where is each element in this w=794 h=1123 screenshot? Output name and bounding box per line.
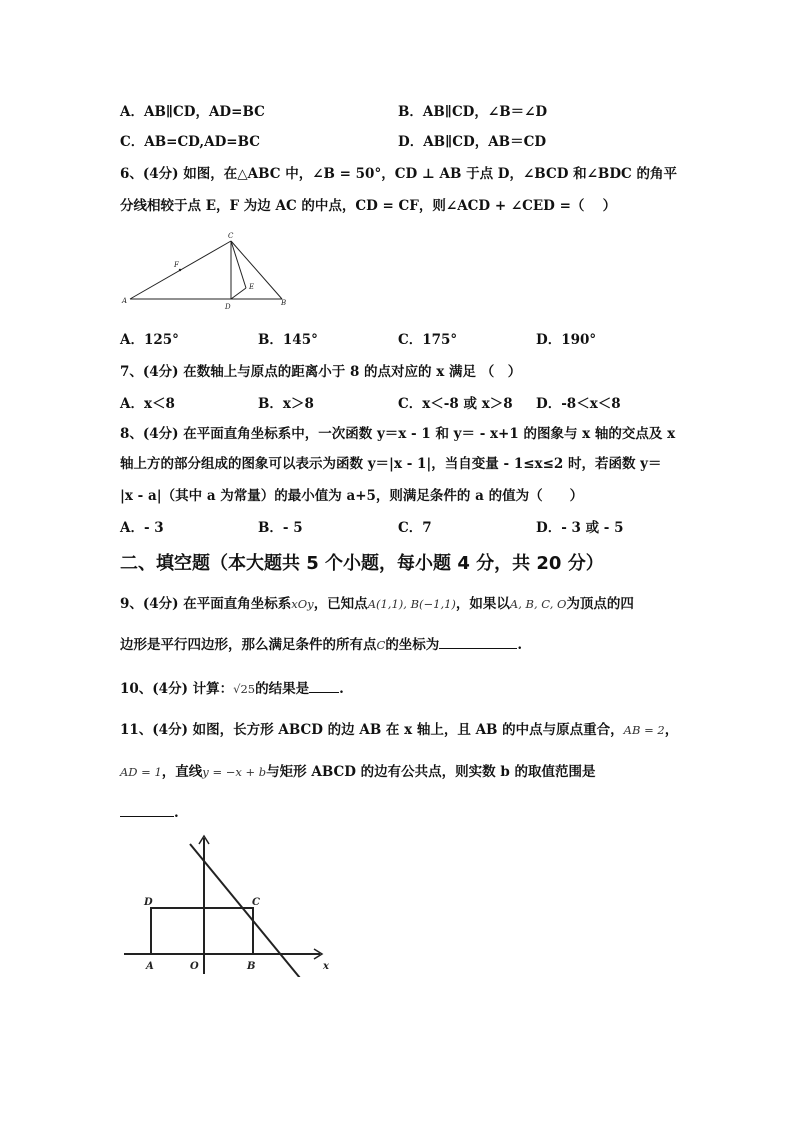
q6-option-c: C．175° xyxy=(398,332,458,348)
label-b: B xyxy=(247,961,256,972)
label-a: A xyxy=(146,961,154,972)
q11-text-line2 xyxy=(120,762,596,782)
label-f: F xyxy=(174,261,179,269)
q10-answer-blank[interactable] xyxy=(309,678,339,693)
q9-text-part5: 边形是平行四边形，那么满足条件的所有点 xyxy=(120,637,377,653)
q11-text-line3 xyxy=(120,802,179,823)
point-f xyxy=(179,269,181,271)
q8-text-line3: |x - a|（其中 a 为常量）的最小值为 a+5，则满足条件的 a 的值为（ ） xyxy=(120,488,584,504)
label-d: D xyxy=(225,303,231,311)
bisector-de xyxy=(231,288,246,299)
label-o: O xyxy=(190,961,199,972)
q9-text-part1: 9、(4分) 在平面直角坐标系 xyxy=(120,596,292,612)
q11-answer-blank[interactable] xyxy=(120,802,174,817)
q5-option-c: C．AB=CD,AD=BC xyxy=(120,134,261,150)
q9-text-part4: 为顶点的四 xyxy=(566,596,634,612)
q9-text-part7: . xyxy=(517,637,523,653)
q7-option-a: A．x＜8 xyxy=(120,396,175,412)
q11-text-part4: 与矩形 ABCD 的边有公共点，则实数 b 的取值范围是 xyxy=(266,764,596,780)
q11-text-part1: 11、(4分) 如图，长方形 ABCD 的边 AB 在 x 轴上，且 AB 的中点与原点重合， xyxy=(120,722,624,738)
q7-text-line1: 7、(4分) 在数轴上与原点的距离小于 8 的点对应的 x 满足 （ ） xyxy=(120,364,522,380)
q11-text-part5: . xyxy=(174,805,179,821)
q11-text-part3: ，直线 xyxy=(161,764,203,780)
q10-text-line1 xyxy=(120,678,344,699)
q8-text-line1: 8、(4分) 在平面直角坐标系中，一次函数 y＝x - 1 和 y＝ - x+1 的图象与 x 轴的交点及 x xyxy=(120,426,676,442)
label-d: D xyxy=(144,897,153,908)
label-c: C xyxy=(252,897,260,908)
q10-text-part1: 10、(4分) 计算： xyxy=(120,681,234,697)
q11-text-line1 xyxy=(120,720,678,740)
q6-option-a: A．125° xyxy=(120,332,179,348)
label-c: C xyxy=(228,232,234,240)
q6-text-line2: 分线相较于点 E，F 为边 AC 的中点，CD = CF，则∠ACD + ∠CED =（ ） xyxy=(120,198,617,214)
q10-text-part3: . xyxy=(339,681,344,697)
q11-math-ab: AB = 2 xyxy=(623,723,665,737)
q9-math-xoy: xOy xyxy=(291,597,314,611)
q9-text-part2: ，已知点 xyxy=(313,596,368,612)
q7-option-b: B．x＞8 xyxy=(258,396,314,412)
q9-math-c: C xyxy=(376,638,386,652)
q6-option-d: D．190° xyxy=(536,332,597,348)
q6-text-line1: 6、(4分) 如图，在△ABC 中，∠B = 50°，CD ⊥ AB 于点 D，∠BCD 和∠BDC 的角平 xyxy=(120,166,677,182)
q9-text-part6: 的坐标为 xyxy=(385,637,440,653)
q8-option-b: B．- 5 xyxy=(258,520,303,536)
bisector-ce xyxy=(231,241,246,288)
q6-triangle-figure xyxy=(118,228,294,312)
label-x: x xyxy=(323,961,329,972)
q11-math-line: y = −x + b xyxy=(202,765,267,779)
label-b: B xyxy=(281,299,287,307)
q8-option-d: D．- 3 或 - 5 xyxy=(536,520,624,536)
q5-option-d: D．AB∥CD，AB＝CD xyxy=(398,134,547,150)
rectangle-abcd xyxy=(151,908,253,954)
q9-math-vertices: A, B, C, O xyxy=(509,597,567,611)
q10-math-sqrt: √25 xyxy=(233,682,256,696)
q8-text-line2: 轴上方的部分组成的图象可以表示为函数 y＝|x - 1|，当自变量 - 1≤x≤2 时，若函数 y＝ xyxy=(120,456,662,472)
q10-text-part2: 的结果是 xyxy=(255,681,310,697)
q7-option-d: D．-8＜x＜8 xyxy=(536,396,621,412)
q11-math-ad: AD = 1 xyxy=(120,765,162,779)
q5-option-a: A．AB∥CD，AD=BC xyxy=(120,104,265,120)
q9-math-points: A(1,1), B(−1,1) xyxy=(367,597,456,611)
q5-option-b: B．AB∥CD，∠B＝∠D xyxy=(398,104,548,120)
line-y-neg-x-plus-b xyxy=(190,844,300,977)
q6-option-b: B．145° xyxy=(258,332,318,348)
q11-rectangle-figure xyxy=(120,832,340,977)
q9-text-line1 xyxy=(120,594,634,614)
q11-text-part2: ， xyxy=(664,722,679,738)
side-bc xyxy=(231,241,282,299)
q8-option-a: A．- 3 xyxy=(120,520,164,536)
q7-option-c: C．x＜-8 或 x＞8 xyxy=(398,396,513,412)
q9-text-line2 xyxy=(120,634,522,655)
q8-option-c: C．7 xyxy=(398,520,432,536)
section-fill-in-title: 二、填空题（本大题共 5 个小题，每小题 4 分，共 20 分） xyxy=(120,553,604,574)
label-e: E xyxy=(249,283,255,291)
q9-answer-blank[interactable] xyxy=(439,634,517,649)
q9-text-part3: ，如果以 xyxy=(455,596,510,612)
label-a: A xyxy=(122,297,128,305)
